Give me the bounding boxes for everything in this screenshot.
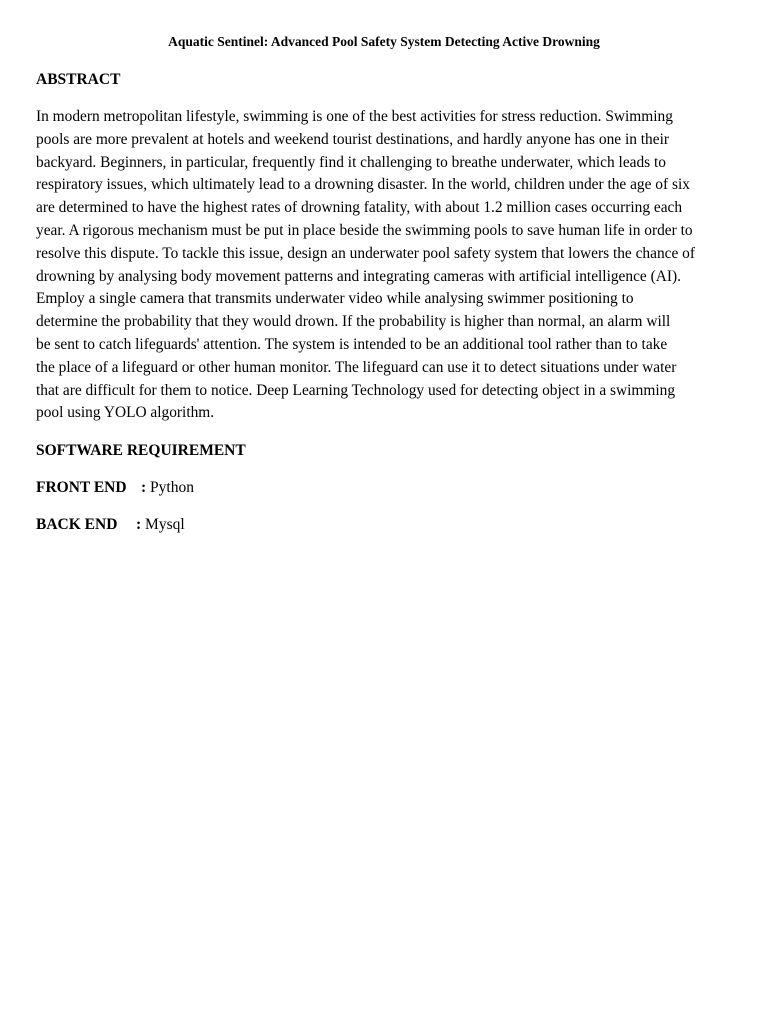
front-end-label: FRONT END <box>36 479 127 496</box>
back-end-separator: : <box>136 516 142 533</box>
front-end-value: Python <box>146 479 194 496</box>
abstract-line: that are difficult for them to notice. Deep Learning Technology used for detecting object in a swimming <box>36 381 676 399</box>
abstract-line: In modern metropolitan lifestyle, swimming is one of the best activities for stress reduction. Swimming <box>36 108 673 125</box>
abstract-line: resolve this dispute. To tackle this issue, design an underwater pool safety system that lowers the chance of <box>36 244 695 262</box>
abstract-line: determine the probability that they would drown. If the probability is higher than normal, an alarm will <box>36 313 671 331</box>
abstract-line: year. A rigorous mechanism must be put in place beside the swimming pools to save human life in order to <box>36 221 693 239</box>
abstract-line: are determined to have the highest rates of drowning fatality, with about 1.2 million cases occurring each <box>36 199 683 217</box>
abstract-line: pools are more prevalent at hotels and weekend tourist destinations, and hardly anyone has one in their <box>36 130 669 148</box>
abstract-line: be sent to catch lifeguards' attention. The system is intended to be an additional tool rather than to take <box>36 335 668 353</box>
back-end-value: Mysql <box>141 516 185 533</box>
abstract-line: drowning by analysing body movement patterns and integrating cameras with artificial intelligence (AI). <box>36 267 681 285</box>
abstract-paragraph <box>36 106 734 425</box>
abstract-line: pool using YOLO algorithm. <box>36 404 215 422</box>
abstract-line: the place of a lifeguard or other human monitor. The lifeguard can use it to detect situations under water <box>36 358 677 376</box>
back-end-requirement <box>36 515 185 535</box>
abstract-line: backyard. Beginners, in particular, frequently find it challenging to breathe underwater, which leads to <box>36 153 666 171</box>
abstract-heading: ABSTRACT <box>36 71 121 88</box>
abstract-line: Employ a single camera that transmits underwater video while analysing swimmer positioning to <box>36 290 634 308</box>
abstract-line: respiratory issues, which ultimately lead to a drowning disaster. In the world, children under the age of six <box>36 176 690 194</box>
document-title: Aquatic Sentinel: Advanced Pool Safety System Detecting Active Drowning <box>168 34 600 49</box>
front-end-requirement <box>36 478 194 498</box>
software-requirement-heading: SOFTWARE REQUIREMENT <box>36 442 246 459</box>
front-end-separator: : <box>141 479 147 496</box>
back-end-label: BACK END <box>36 516 118 533</box>
